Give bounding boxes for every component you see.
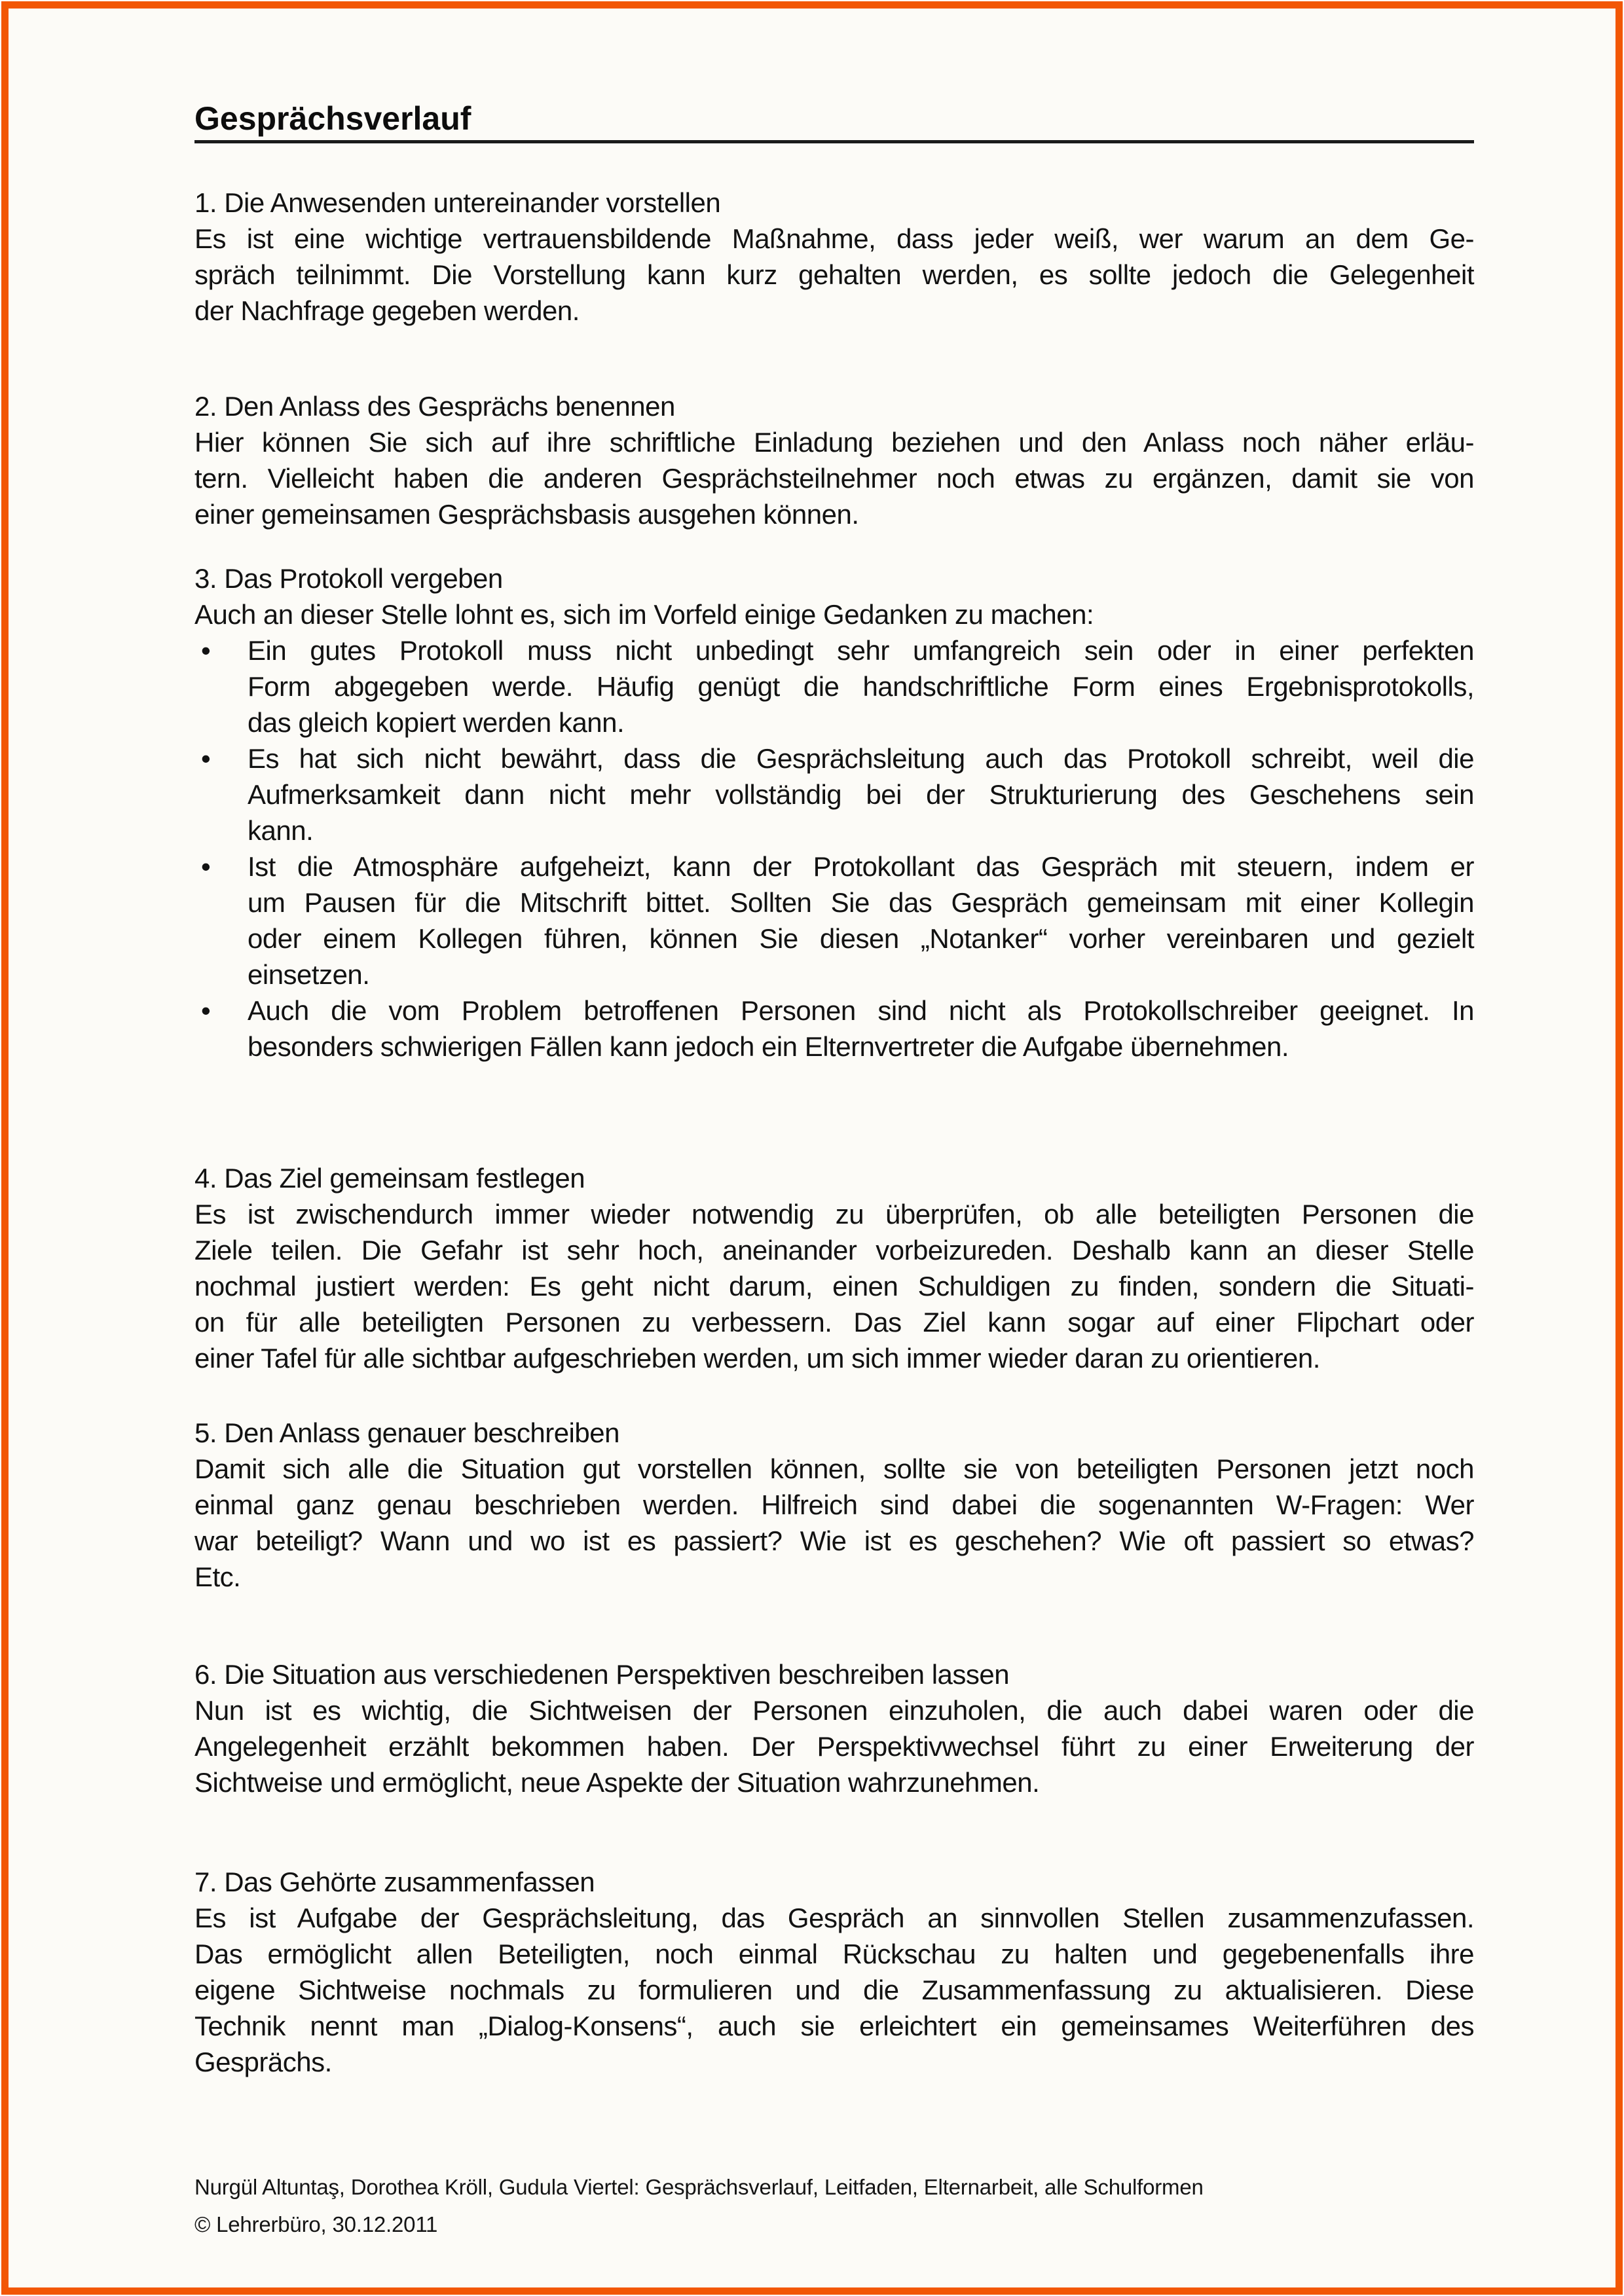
bullet-item	[194, 993, 1474, 1065]
bullet-item	[194, 740, 1474, 848]
bullet-text	[248, 993, 1474, 1065]
bullet-icon: •	[201, 851, 211, 882]
paragraph-line: einer Tafel für alle sichtbar aufgeschrieben werden, um sich immer wieder daran zu orientieren.	[194, 1343, 1320, 1374]
bullet-icon: •	[201, 635, 211, 666]
bullet-text	[248, 740, 1474, 848]
paragraph-line: Etc.	[194, 1561, 241, 1592]
bullet-line: Ein gutes Protokoll muss nicht unbedingt sehr umfangreich sein oder in einer perfekten	[248, 635, 1474, 666]
paragraph-line: Ziele teilen. Die Gefahr ist sehr hoch, aneinander vorbeizureden. Deshalb kann an dieser Stelle	[194, 1235, 1474, 1266]
section-heading: 7. Das Gehörte zusammenfassen	[194, 1867, 595, 1897]
bullet-icon: •	[201, 995, 211, 1026]
section-heading: 2. Den Anlass des Gesprächs benennen	[194, 391, 675, 422]
section-3	[194, 560, 1474, 1065]
paragraph-line: einer gemeinsamen Gesprächsbasis ausgehen können.	[194, 499, 859, 530]
section-heading: 6. Die Situation aus verschiedenen Perspektiven beschreiben lassen	[194, 1659, 1010, 1690]
paragraph	[194, 1692, 1474, 1800]
bullet-line: einsetzen.	[248, 959, 370, 990]
paragraph	[194, 1900, 1474, 2080]
bullet-line: Ist die Atmosphäre aufgeheizt, kann der Protokollant das Gespräch mit steuern, indem er	[248, 851, 1474, 882]
paragraph	[194, 221, 1474, 329]
section-5	[194, 1415, 1474, 1595]
document-content	[194, 99, 1474, 2080]
paragraph-line: Technik nennt man „Dialog-Konsens“, auch sie erleichtert ein gemeinsames Weiterführen des	[194, 2011, 1474, 2041]
paragraph-line: Es ist eine wichtige vertrauensbildende Maßnahme, dass jeder weiß, wer warum an dem Ge-	[194, 223, 1474, 254]
footer-copyright: © Lehrerbüro, 30.12.2011	[194, 2212, 438, 2236]
paragraph-line: der Nachfrage gegeben werden.	[194, 295, 580, 326]
section-4	[194, 1160, 1474, 1376]
paragraph-line: Angelegenheit erzählt bekommen haben. Der Perspektivwechsel führt zu einer Erweiterung der	[194, 1731, 1474, 1762]
paragraph-line: Gesprächs.	[194, 2047, 332, 2077]
bullet-line: Es hat sich nicht bewährt, dass die Gesprächsleitung auch das Protokoll schreibt, weil die	[248, 743, 1474, 774]
bullet-line: besonders schwierigen Fällen kann jedoch ein Elternvertreter die Aufgabe übernehmen.	[248, 1031, 1289, 1062]
section-6	[194, 1656, 1474, 1800]
bullet-line: um Pausen für die Mitschrift bittet. Sollten Sie das Gespräch gemeinsam mit einer Kollegin	[248, 887, 1474, 918]
paragraph-line: spräch teilnimmt. Die Vorstellung kann kurz gehalten werden, es sollte jedoch die Gelegenheit	[194, 259, 1474, 290]
section-7	[194, 1864, 1474, 2080]
section-heading: 4. Das Ziel gemeinsam festlegen	[194, 1163, 585, 1194]
page-title: Gesprächsverlauf	[194, 100, 471, 137]
section-heading: 3. Das Protokoll vergeben	[194, 563, 503, 594]
paragraph-line: nochmal justiert werden: Es geht nicht darum, einen Schuldigen zu finden, sondern die Situati-	[194, 1271, 1474, 1302]
footer	[194, 2168, 1204, 2243]
paragraph-line: Sichtweise und ermöglicht, neue Aspekte der Situation wahrzunehmen.	[194, 1767, 1040, 1798]
footer-credit: Nurgül Altuntaş, Dorothea Kröll, Gudula Viertel: Gesprächsverlauf, Leitfaden, Elternarbeit, alle Schulformen	[194, 2175, 1204, 2199]
paragraph-line: Es ist Aufgabe der Gesprächsleitung, das Gespräch an sinnvollen Stellen zusammenzufassen.	[194, 1903, 1474, 1933]
section-2	[194, 388, 1474, 532]
paragraph-line: Nun ist es wichtig, die Sichtweisen der Personen einzuholen, die auch dabei waren oder die	[194, 1695, 1474, 1726]
bullet-line: Aufmerksamkeit dann nicht mehr vollständig bei der Strukturierung des Geschehens sein	[248, 779, 1474, 810]
paragraph-line: Das ermöglicht allen Beteiligten, noch einmal Rückschau zu halten und gegebenenfalls ihre	[194, 1939, 1474, 1969]
bullet-line: Form abgegeben werde. Häufig genügt die handschriftliche Form eines Ergebnisprotokolls,	[248, 671, 1474, 702]
section-1	[194, 185, 1474, 329]
bullet-list	[194, 632, 1474, 1065]
bullet-icon: •	[201, 743, 211, 774]
bullet-text	[248, 848, 1474, 993]
title-underline-rule	[194, 140, 1474, 143]
paragraph	[194, 1451, 1474, 1595]
paragraph-line: einmal ganz genau beschrieben werden. Hilfreich sind dabei die sogenannten W-Fragen: Wer	[194, 1489, 1474, 1520]
bullet-item	[194, 848, 1474, 993]
paragraph-line: eigene Sichtweise nochmals zu formulieren und die Zusammenfassung zu aktualisieren. Diese	[194, 1975, 1474, 2005]
paragraph-line: on für alle beteiligten Personen zu verbessern. Das Ziel kann sogar auf einer Flipchart oder	[194, 1307, 1474, 1338]
bullet-item	[194, 632, 1474, 740]
paragraph	[194, 424, 1474, 532]
paragraph-line: tern. Vielleicht haben die anderen Gesprächsteilnehmer noch etwas zu ergänzen, damit sie von	[194, 463, 1474, 494]
paragraph	[194, 1196, 1474, 1376]
paragraph-line: Hier können Sie sich auf ihre schriftliche Einladung beziehen und den Anlass noch näher erläu-	[194, 427, 1474, 458]
bullet-line: Auch die vom Problem betroffenen Personen sind nicht als Protokollschreiber geeignet. In	[248, 995, 1474, 1026]
sections-container	[194, 185, 1474, 2080]
paragraph-line: war beteiligt? Wann und wo ist es passiert? Wie ist es geschehen? Wie oft passiert so etwas?	[194, 1525, 1474, 1556]
bullet-line: kann.	[248, 815, 314, 846]
paragraph	[194, 596, 1474, 632]
page	[1, 1, 1623, 2295]
section-heading: 5. Den Anlass genauer beschreiben	[194, 1417, 619, 1448]
paragraph-line: Es ist zwischendurch immer wieder notwendig zu überprüfen, ob alle beteiligten Personen die	[194, 1199, 1474, 1230]
section-heading: 1. Die Anwesenden untereinander vorstellen	[194, 187, 721, 218]
bullet-text	[248, 632, 1474, 740]
paragraph-line: Auch an dieser Stelle lohnt es, sich im Vorfeld einige Gedanken zu machen:	[194, 599, 1094, 630]
paragraph-line: Damit sich alle die Situation gut vorstellen können, sollte sie von beteiligten Personen jetzt noch	[194, 1453, 1474, 1484]
bullet-line: oder einem Kollegen führen, können Sie diesen „Notanker“ vorher vereinbaren und gezielt	[248, 923, 1474, 954]
bullet-line: das gleich kopiert werden kann.	[248, 707, 625, 738]
